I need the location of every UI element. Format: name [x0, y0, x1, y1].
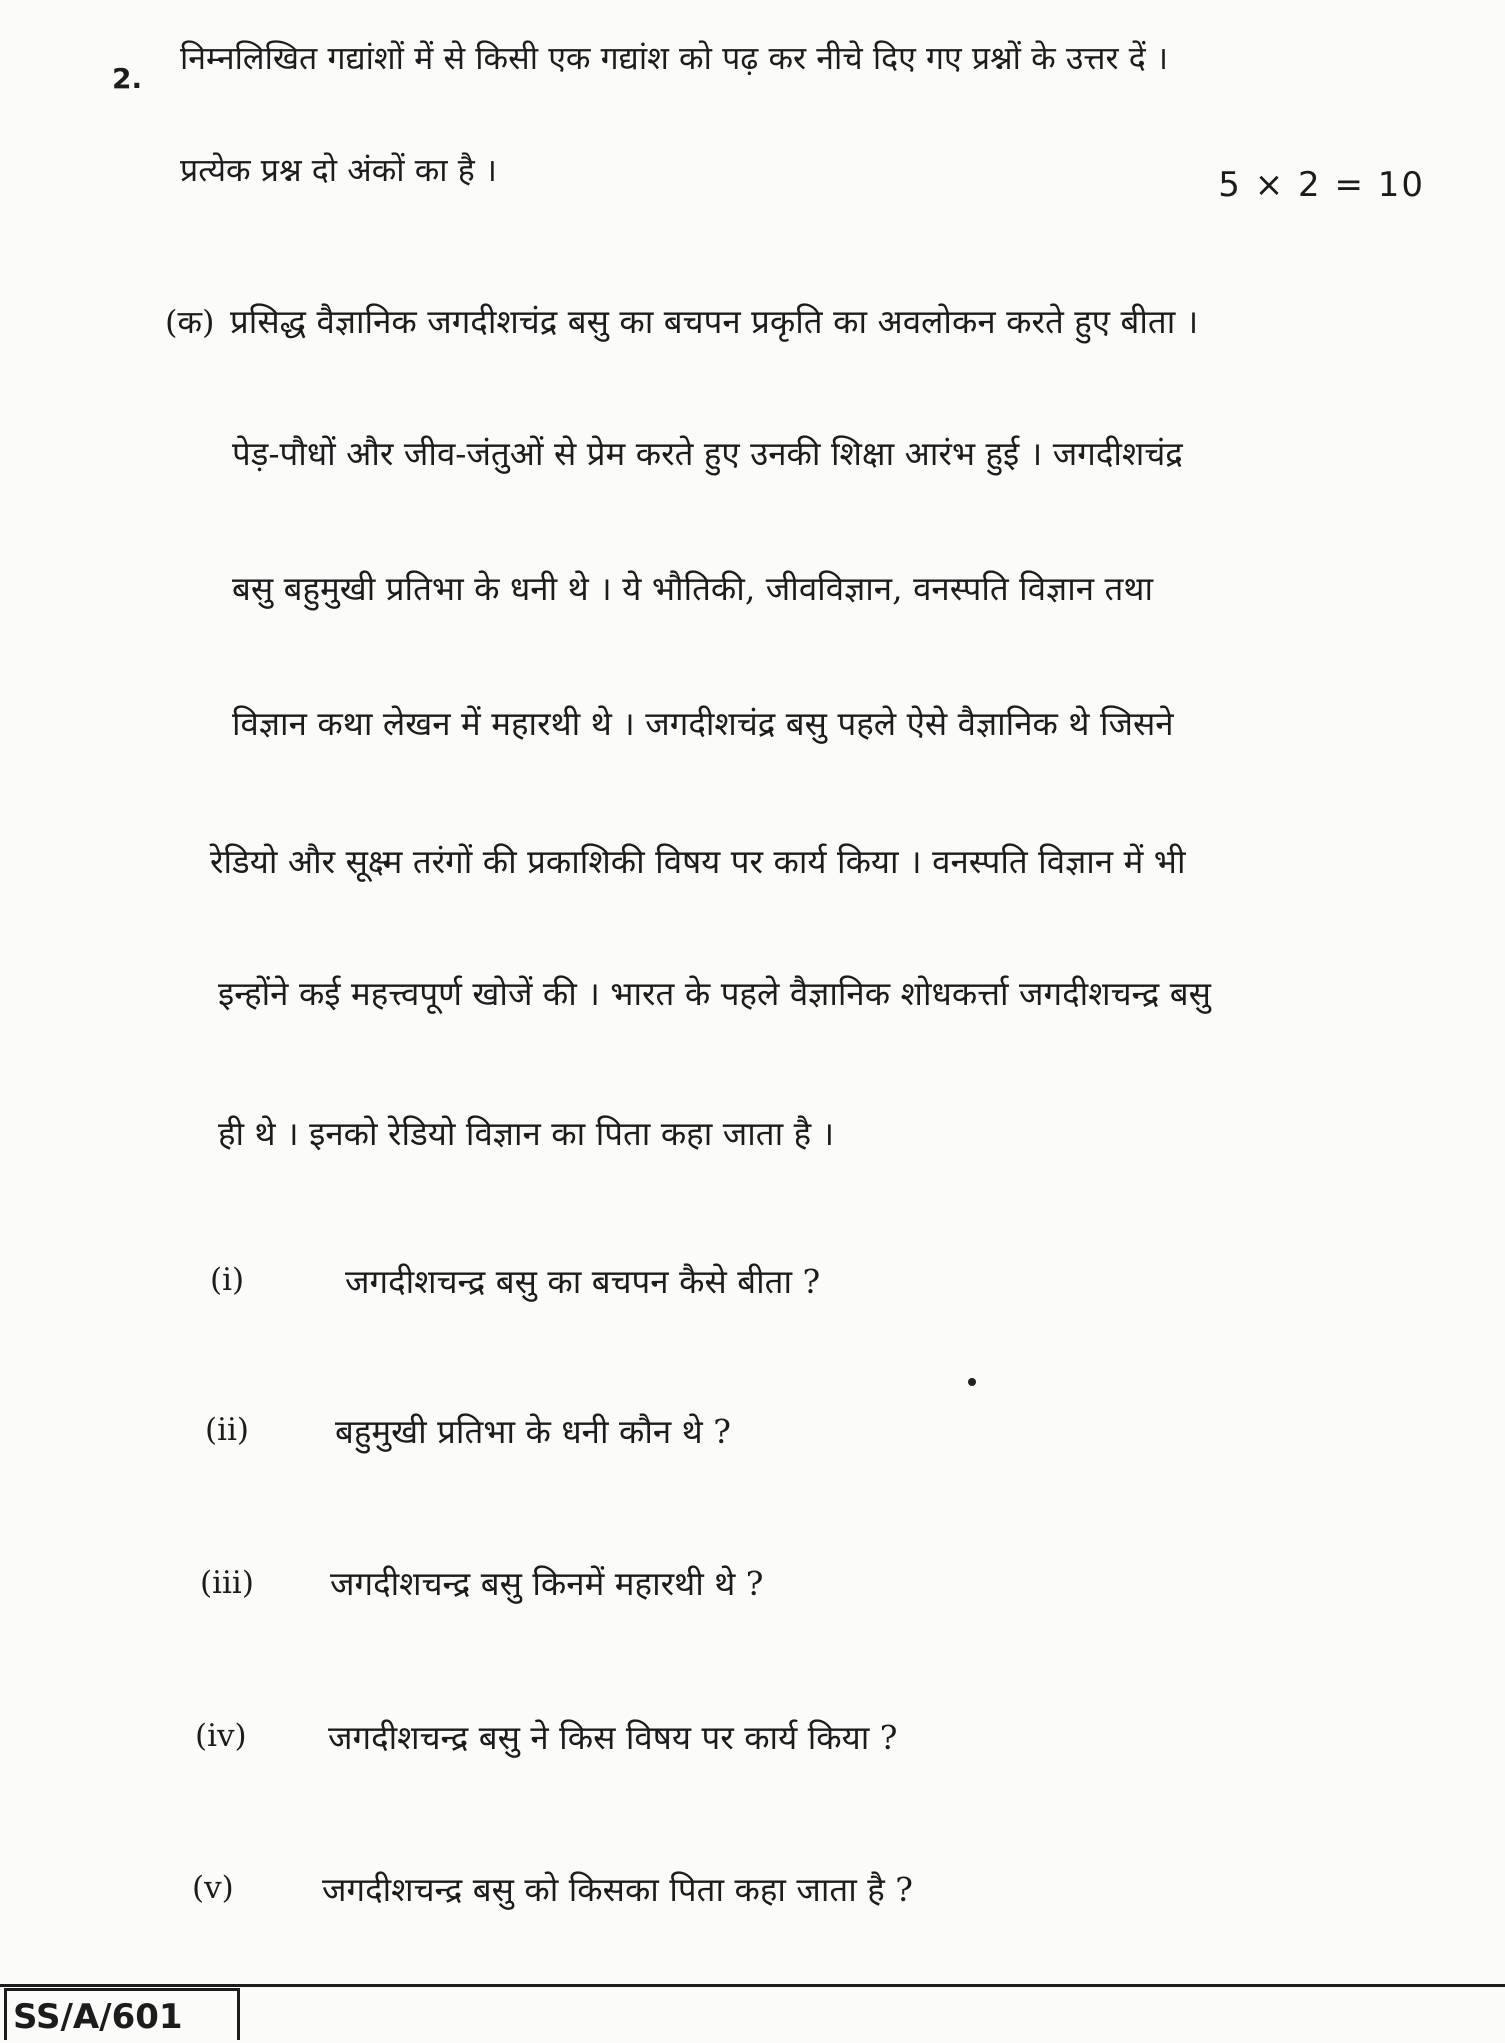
sub-question-number: (i): [210, 1262, 245, 1298]
sub-question-text: बहुमुखी प्रतिभा के धनी कौन थे ?: [335, 1412, 731, 1451]
passage-line: प्रसिद्ध वैज्ञानिक जगदीशचंद्र बसु का बचपन प्रकृति का अवलोकन करते हुए बीता ।: [230, 302, 1199, 341]
sub-question-number: (ii): [205, 1412, 250, 1448]
ink-speck: [968, 1378, 976, 1386]
sub-question-number: (iii): [200, 1565, 254, 1601]
paper-code: SS/A/601: [4, 1988, 240, 2040]
passage-line: पेड़-पौधों और जीव-जंतुओं से प्रेम करते हुए उनकी शिक्षा आरंभ हुई । जगदीशचंद्र: [232, 434, 1183, 473]
sub-question-text: जगदीशचन्द्र बसु को किसका पिता कहा जाता है ?: [322, 1870, 913, 1909]
sub-question-number: (iv): [195, 1718, 247, 1754]
passage-line: ही थे । इनको रेडियो विज्ञान का पिता कहा जाता है ।: [218, 1114, 835, 1153]
marks-allocation: 5 × 2 = 10: [1218, 165, 1425, 205]
sub-question-number: (v): [192, 1870, 234, 1906]
sub-question-text: जगदीशचन्द्र बसु किनमें महारथी थे ?: [330, 1564, 764, 1603]
passage-label: (क): [165, 303, 215, 341]
question-instruction-line2: प्रत्येक प्रश्न दो अंकों का है ।: [180, 151, 498, 189]
passage-line: विज्ञान कथा लेखन में महारथी थे । जगदीशचंद्र बसु पहले ऐसे वैज्ञानिक थे जिसने: [232, 704, 1174, 743]
passage-line: बसु बहुमुखी प्रतिभा के धनी थे । ये भौतिकी, जीवविज्ञान, वनस्पति विज्ञान तथा: [232, 569, 1154, 608]
question-number: 2.: [112, 62, 143, 95]
passage-line: इन्होंने कई महत्त्वपूर्ण खोजें की । भारत के पहले वैज्ञानिक शोधकर्त्ता जगदीशचन्द्र बसु: [218, 974, 1211, 1013]
footer-rule: [0, 1984, 1505, 1987]
question-instruction-line1: निम्नलिखित गद्यांशों में से किसी एक गद्यांश को पढ़ कर नीचे दिए गए प्रश्नों के उत्तर दें ।: [180, 39, 1169, 77]
sub-question-text: जगदीशचन्द्र बसु का बचपन कैसे बीता ?: [345, 1262, 821, 1301]
passage-line: रेडियो और सूक्ष्म तरंगों की प्रकाशिकी विषय पर कार्य किया । वनस्पति विज्ञान में भी: [210, 842, 1186, 881]
sub-question-text: जगदीशचन्द्र बसु ने किस विषय पर कार्य किया ?: [328, 1718, 898, 1757]
